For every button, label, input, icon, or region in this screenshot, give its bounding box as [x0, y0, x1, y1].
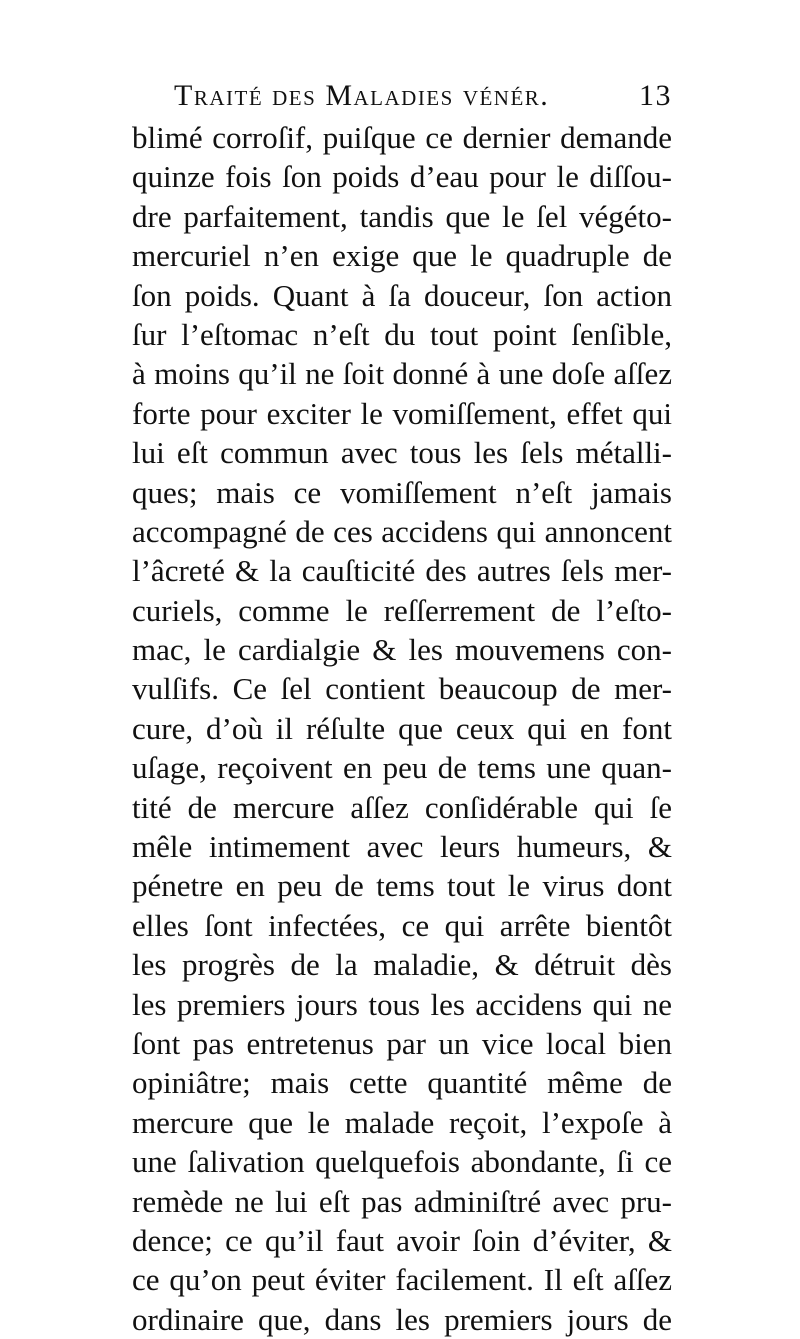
text-line: ce qu’on peut éviter facilement. Il eſt aſſez [132, 1262, 672, 1298]
body-text [132, 118, 672, 1339]
text-line: lui eſt commun avec tous les ſels métalli- [132, 435, 672, 471]
text-line: les premiers jours tous les accidens qui ne [132, 986, 672, 1022]
text-line: mêle intimement avec leurs humeurs, & [132, 829, 672, 865]
text-line: l’âcreté & la cauſticité des autres ſels mer- [132, 553, 672, 589]
text-line: blimé corroſif, puiſque ce dernier demande [132, 120, 672, 155]
text-line: curiels, comme le reſſerrement de l’eſto- [132, 592, 672, 628]
text-line: ſur l’eſtomac n’eſt du tout point ſenſible, [132, 316, 672, 352]
text-line: mac, le cardialgie & les mouvemens con- [132, 632, 672, 668]
text-line: vulſifs. Ce ſel contient beaucoup de mer- [132, 671, 672, 707]
text-line: ſont pas entretenus par un vice local bien [132, 1025, 672, 1061]
text-line: quinze fois ſon poids d’eau pour le diſſou- [132, 159, 672, 195]
text-line: dre parfaitement, tandis que le ſel végéto- [132, 198, 672, 234]
text-line: opiniâtre; mais cette quantité même de [132, 1065, 672, 1101]
text-line: à moins qu’il ne ſoit donné à une doſe aſſez [132, 356, 672, 392]
text-line: ordinaire que, dans les premiers jours de [132, 1301, 672, 1337]
text-line: les progrès de la maladie, & détruit dès [132, 947, 672, 983]
text-line: ſon poids. Quant à ſa douceur, ſon action [132, 277, 672, 313]
running-head [174, 76, 674, 116]
text-line: mercure que le malade reçoit, l’expoſe à [132, 1104, 672, 1140]
text-line: forte pour exciter le vomiſſement, effet qui [132, 395, 672, 431]
text-line: remède ne lui eſt pas adminiſtré avec pru- [132, 1183, 672, 1219]
text-line: une ſalivation quelquefois abondante, ſi ce [132, 1144, 672, 1180]
text-line: accompagné de ces accidens qui annoncent [132, 513, 672, 549]
text-line: cure, d’où il réſulte que ceux qui en font [132, 710, 672, 746]
text-line: mercuriel n’en exige que le quadruple de [132, 238, 672, 274]
text-line: tité de mercure aſſez conſidérable qui ſe [132, 789, 672, 825]
text-line: pénetre en peu de tems tout le virus dont [132, 868, 672, 904]
page-number: 13 [639, 79, 672, 112]
text-line: dence; ce qu’il faut avoir ſoin d’éviter, & [132, 1222, 672, 1258]
running-head-title: Traité des Maladies vénér. [174, 79, 550, 112]
text-line: elles ſont infectées, ce qui arrête bientôt [132, 907, 672, 943]
text-line: ques; mais ce vomiſſement n’eſt jamais [132, 474, 672, 510]
text-line: uſage, reçoivent en peu de tems une quan- [132, 750, 672, 786]
